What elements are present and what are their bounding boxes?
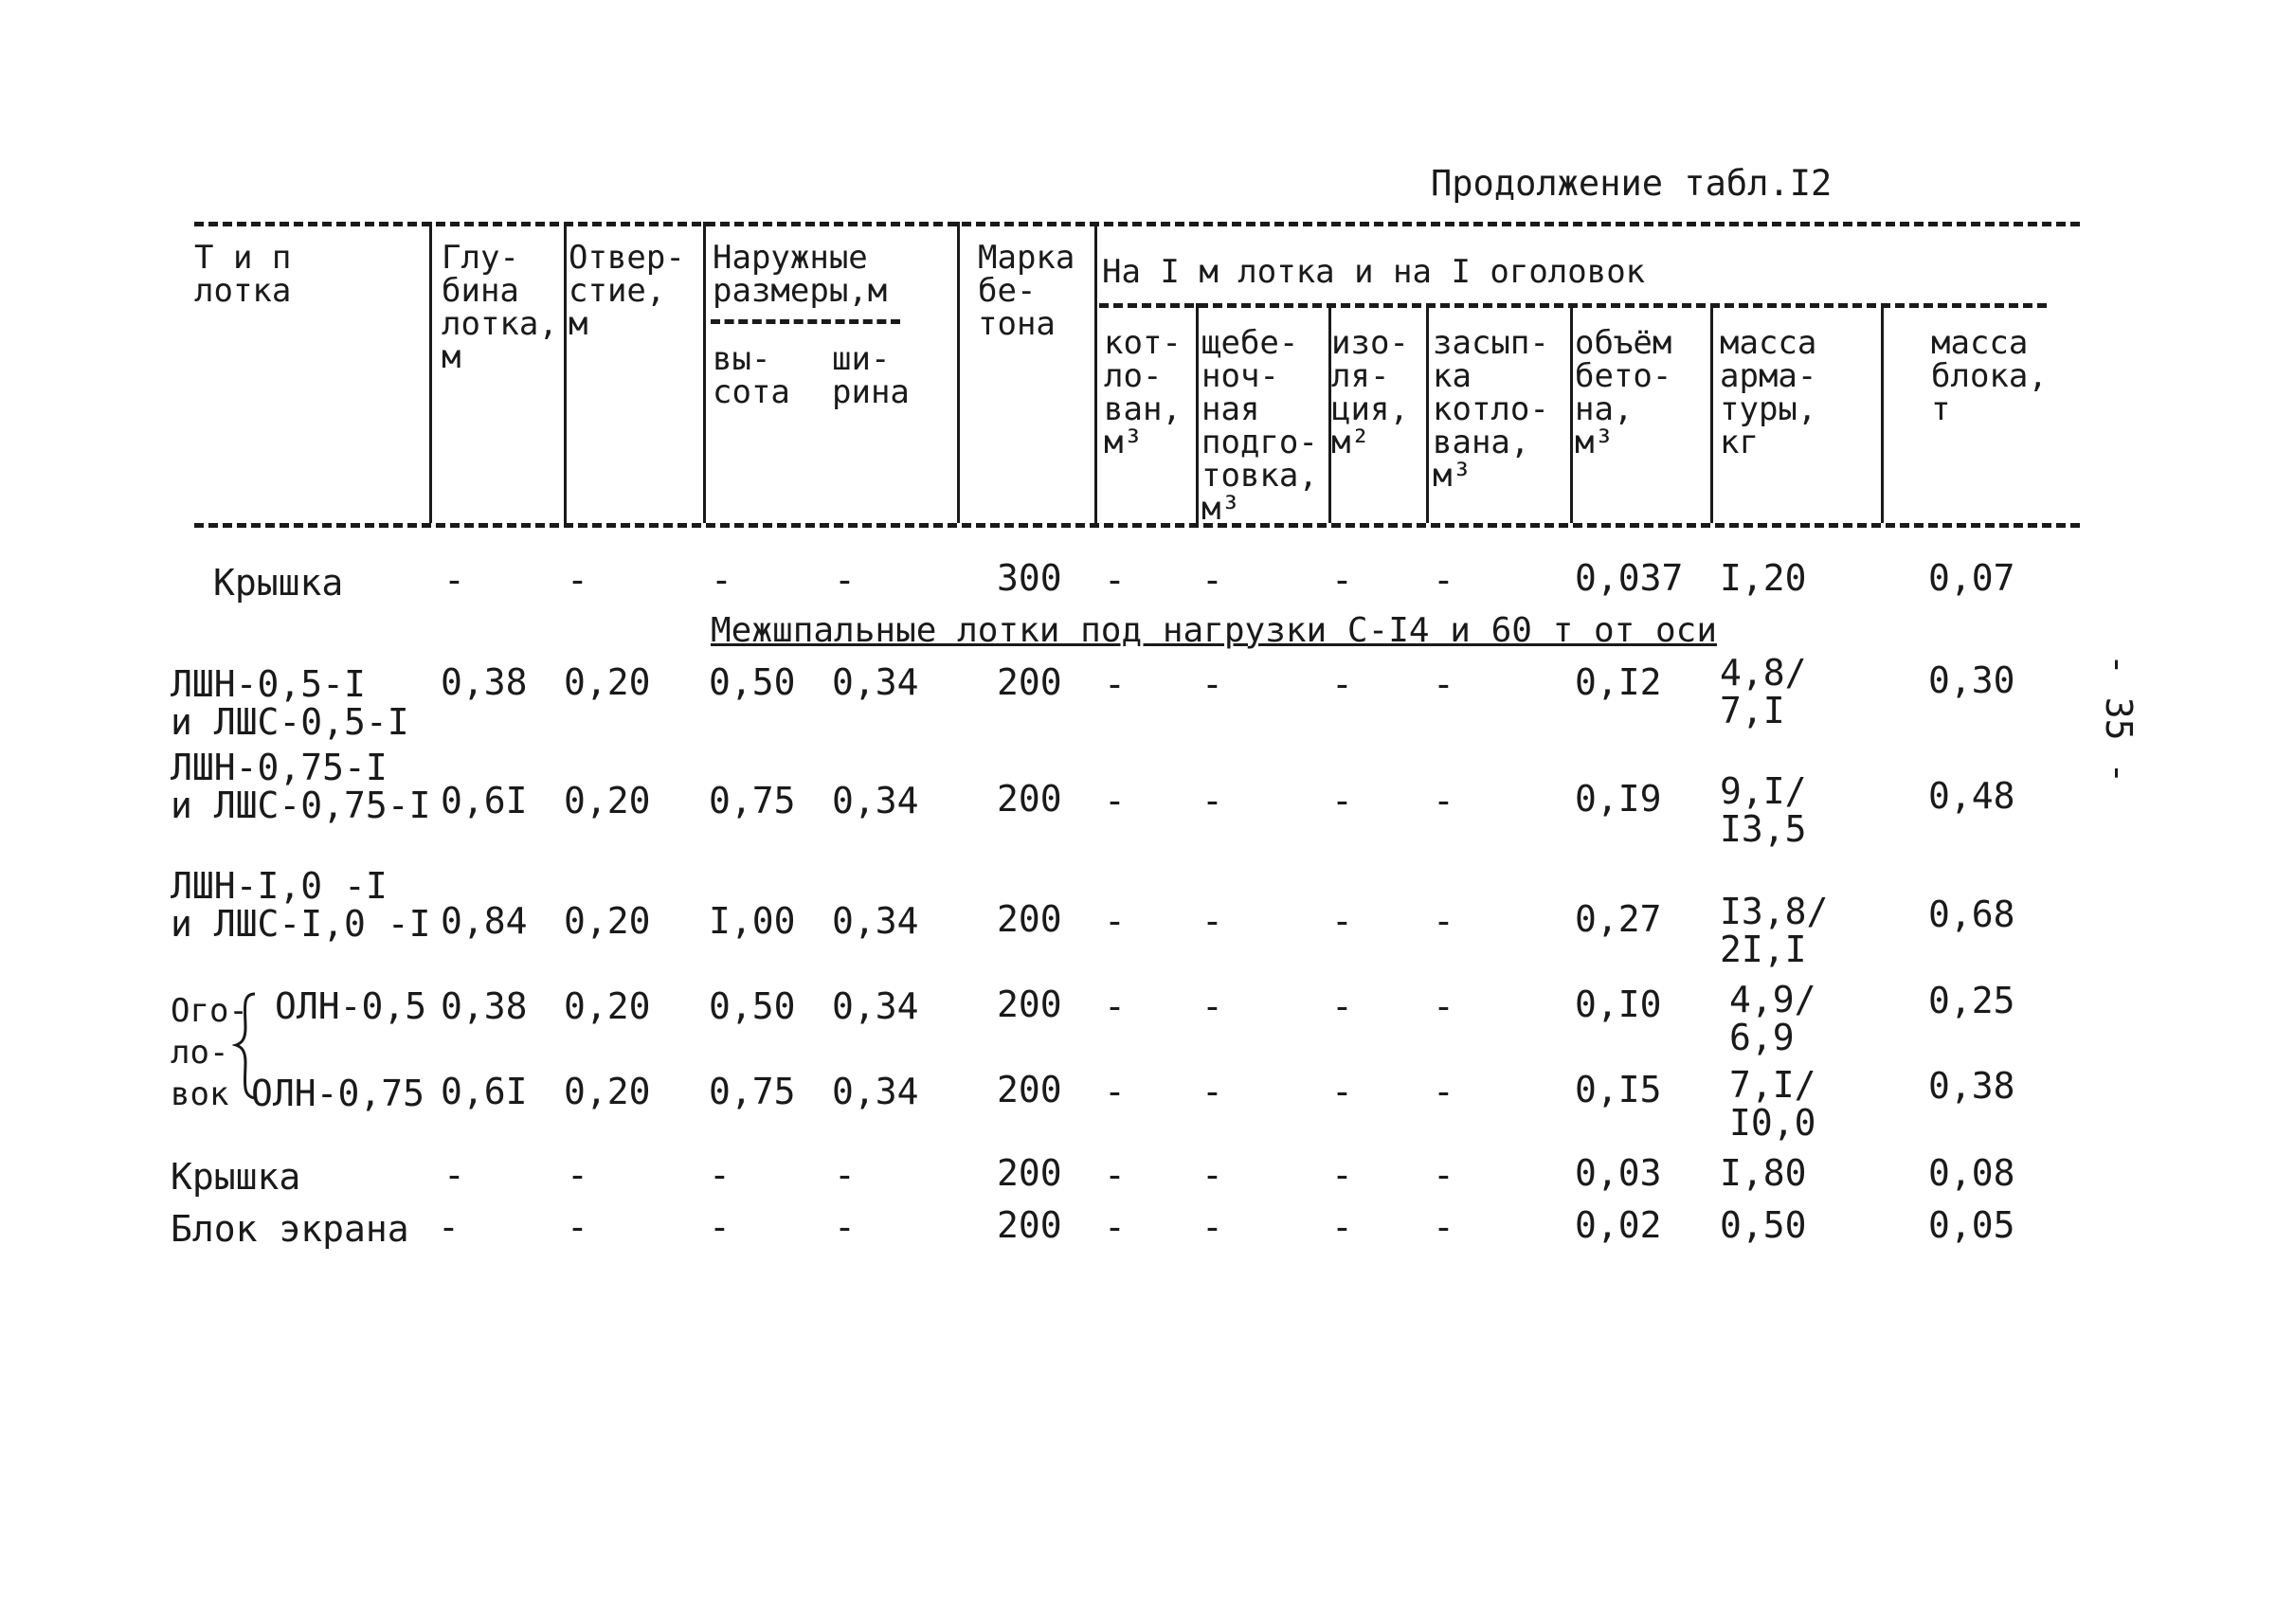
cell-height: - xyxy=(709,1154,731,1196)
cell-height: 0,75 xyxy=(709,780,796,821)
cell-rebar: 4,8/ 7,I xyxy=(1720,652,1807,731)
cell-mass: 0,38 xyxy=(1928,1065,2015,1107)
cell-height: - xyxy=(709,1206,731,1248)
cell-depth: - xyxy=(443,559,465,601)
cell-mass: 0,25 xyxy=(1928,980,2015,1021)
cell-backfill: - xyxy=(1433,1071,1454,1112)
cell-insulation: - xyxy=(1331,663,1353,705)
cell-type: ОЛН-0,75 xyxy=(251,1073,425,1114)
cell-grade: 200 xyxy=(997,983,1062,1025)
cell-grade: 300 xyxy=(997,557,1062,599)
cell-width: 0,34 xyxy=(832,985,919,1027)
cell-grade: 200 xyxy=(997,1204,1062,1246)
cell-backfill: - xyxy=(1433,900,1454,942)
cell-backfill: - xyxy=(1433,663,1454,705)
section-title: Межшпальные лотки под нагрузки С-I4 и 60 т от оси xyxy=(711,611,1718,650)
cell-height: 0,50 xyxy=(709,661,796,703)
cell-rebar: 7,I/ I0,0 xyxy=(1729,1064,1816,1144)
cell-height: I,00 xyxy=(709,900,796,942)
header-width: ши- рина xyxy=(832,340,910,411)
cell-pit: - xyxy=(1104,900,1126,942)
cell-grade: 200 xyxy=(997,661,1062,703)
cell-width: 0,34 xyxy=(832,661,919,703)
outer-size-rule xyxy=(711,319,900,324)
header-outer-size: Наружные размеры,м xyxy=(713,239,888,310)
cell-mass: 0,68 xyxy=(1928,893,2015,935)
cell-type: Крышка xyxy=(171,1156,301,1198)
cell-opening: 0,20 xyxy=(564,661,651,703)
cell-width: 0,34 xyxy=(832,780,919,821)
col-rule xyxy=(1094,222,1097,523)
header-depth: Глу- бина лотка, м xyxy=(442,239,558,376)
cell-type: Крышка xyxy=(213,562,344,604)
cell-gravel: - xyxy=(1201,663,1223,705)
cell-pit: - xyxy=(1104,559,1126,601)
table-caption: Продолжение табл.I2 xyxy=(1431,163,1833,204)
header-bottom-rule xyxy=(194,523,2080,528)
cell-insulation: - xyxy=(1331,780,1353,821)
table-top-rule xyxy=(194,222,2080,226)
cell-opening: 0,20 xyxy=(564,780,651,821)
cell-gravel: - xyxy=(1201,559,1223,601)
cell-depth: 0,6I xyxy=(441,780,528,821)
cell-backfill: - xyxy=(1433,985,1454,1027)
cell-concrete: 0,03 xyxy=(1575,1152,1662,1194)
cell-pit: - xyxy=(1104,663,1126,705)
col-rule xyxy=(957,222,960,523)
header-concrete-volume: объём бето- на, м³ xyxy=(1575,324,1672,461)
header-concrete-grade: Марка бе- тона xyxy=(978,239,1075,343)
col-rule xyxy=(1570,303,1573,523)
cell-pit: - xyxy=(1104,1154,1126,1196)
cell-mass: 0,30 xyxy=(1928,659,2015,701)
cell-width: - xyxy=(834,1206,856,1248)
cell-gravel: - xyxy=(1201,985,1223,1027)
cell-rebar: I,80 xyxy=(1720,1152,1807,1194)
cell-rebar: 0,50 xyxy=(1720,1204,1807,1246)
cell-type: Блок экрана xyxy=(171,1208,409,1250)
header-backfill: засып- ка котло- вана, м³ xyxy=(1433,324,1549,495)
col-rule xyxy=(429,222,432,523)
cell-opening: 0,20 xyxy=(564,985,651,1027)
cell-rebar: 4,9/ 6,9 xyxy=(1729,979,1816,1058)
cell-depth: - xyxy=(443,1154,465,1196)
cell-gravel: - xyxy=(1201,900,1223,942)
cell-depth: 0,6I xyxy=(441,1071,528,1112)
cell-mass: 0,05 xyxy=(1928,1204,2015,1246)
cell-width: - xyxy=(834,559,856,601)
cell-backfill: - xyxy=(1433,780,1454,821)
group-label-head: Ого- ло- вок xyxy=(171,992,248,1113)
cell-insulation: - xyxy=(1331,985,1353,1027)
per-meter-rule xyxy=(1099,303,2047,308)
cell-insulation: - xyxy=(1331,900,1353,942)
cell-opening: 0,20 xyxy=(564,1071,651,1112)
header-pit: кот- ло- ван, м³ xyxy=(1104,324,1182,461)
cell-depth: 0,38 xyxy=(441,661,528,703)
cell-insulation: - xyxy=(1331,559,1353,601)
cell-pit: - xyxy=(1104,780,1126,821)
cell-concrete: 0,I2 xyxy=(1575,661,1662,703)
cell-concrete: 0,037 xyxy=(1575,557,1684,599)
cell-rebar: I,20 xyxy=(1720,557,1807,599)
col-rule xyxy=(1196,303,1199,523)
header-per-meter: На I м лотка и на I оголовок xyxy=(1102,253,1646,291)
cell-grade: 200 xyxy=(997,898,1062,940)
cell-depth: 0,38 xyxy=(441,985,528,1027)
cell-type: ЛШН-0,75-I и ЛШС-0,75-I xyxy=(171,747,431,826)
header-opening: Отвер- стие, м xyxy=(569,239,685,343)
header-height: вы- сота xyxy=(713,340,790,411)
cell-concrete: 0,27 xyxy=(1575,898,1662,940)
header-block-mass: масса блока, т xyxy=(1931,324,2048,428)
cell-pit: - xyxy=(1104,985,1126,1027)
cell-grade: 200 xyxy=(997,1069,1062,1110)
col-rule xyxy=(1881,303,1884,523)
col-rule xyxy=(703,222,706,523)
page-number: - 35 - xyxy=(2098,654,2140,785)
cell-opening: - xyxy=(567,1154,588,1196)
cell-gravel: - xyxy=(1201,1154,1223,1196)
cell-depth: - xyxy=(438,1206,460,1248)
cell-backfill: - xyxy=(1433,559,1454,601)
col-rule xyxy=(564,222,567,523)
cell-pit: - xyxy=(1104,1206,1126,1248)
col-rule xyxy=(1710,303,1713,523)
cell-concrete: 0,I5 xyxy=(1575,1069,1662,1110)
cell-height: 0,50 xyxy=(709,985,796,1027)
cell-grade: 200 xyxy=(997,1152,1062,1194)
cell-height: - xyxy=(711,559,732,601)
cell-concrete: 0,I9 xyxy=(1575,778,1662,820)
cell-gravel: - xyxy=(1201,1071,1223,1112)
cell-mass: 0,07 xyxy=(1928,557,2015,599)
cell-concrete: 0,02 xyxy=(1575,1204,1662,1246)
cell-height: 0,75 xyxy=(709,1071,796,1112)
cell-concrete: 0,I0 xyxy=(1575,983,1662,1025)
header-rebar-mass: масса арма- туры, кг xyxy=(1720,324,1817,461)
cell-pit: - xyxy=(1104,1071,1126,1112)
cell-opening: 0,20 xyxy=(564,900,651,942)
cell-insulation: - xyxy=(1331,1206,1353,1248)
cell-width: - xyxy=(834,1154,856,1196)
cell-type: ЛШН-0,5-I и ЛШС-0,5-I xyxy=(171,663,409,743)
header-insulation: изо- ля- ция, м² xyxy=(1331,324,1409,461)
cell-rebar: 9,I/ I3,5 xyxy=(1720,770,1807,850)
cell-rebar: I3,8/ 2I,I xyxy=(1720,891,1829,970)
cell-width: 0,34 xyxy=(832,1071,919,1112)
cell-depth: 0,84 xyxy=(441,900,528,942)
header-type: Т и п лотка xyxy=(194,239,292,310)
cell-gravel: - xyxy=(1201,780,1223,821)
cell-insulation: - xyxy=(1331,1154,1353,1196)
cell-mass: 0,48 xyxy=(1928,775,2015,817)
cell-opening: - xyxy=(567,1206,588,1248)
col-rule xyxy=(1426,303,1429,523)
cell-insulation: - xyxy=(1331,1071,1353,1112)
cell-width: 0,34 xyxy=(832,900,919,942)
cell-backfill: - xyxy=(1433,1206,1454,1248)
cell-mass: 0,08 xyxy=(1928,1152,2015,1194)
cell-gravel: - xyxy=(1201,1206,1223,1248)
header-gravel: щебе- ноч- ная подго- товка, м³ xyxy=(1201,324,1318,528)
cell-opening: - xyxy=(567,559,588,601)
cell-type: ОЛН-0,5 xyxy=(275,985,427,1027)
cell-backfill: - xyxy=(1433,1154,1454,1196)
cell-type: ЛШН-I,0 -I и ЛШС-I,0 -I xyxy=(171,865,431,945)
cell-grade: 200 xyxy=(997,778,1062,820)
